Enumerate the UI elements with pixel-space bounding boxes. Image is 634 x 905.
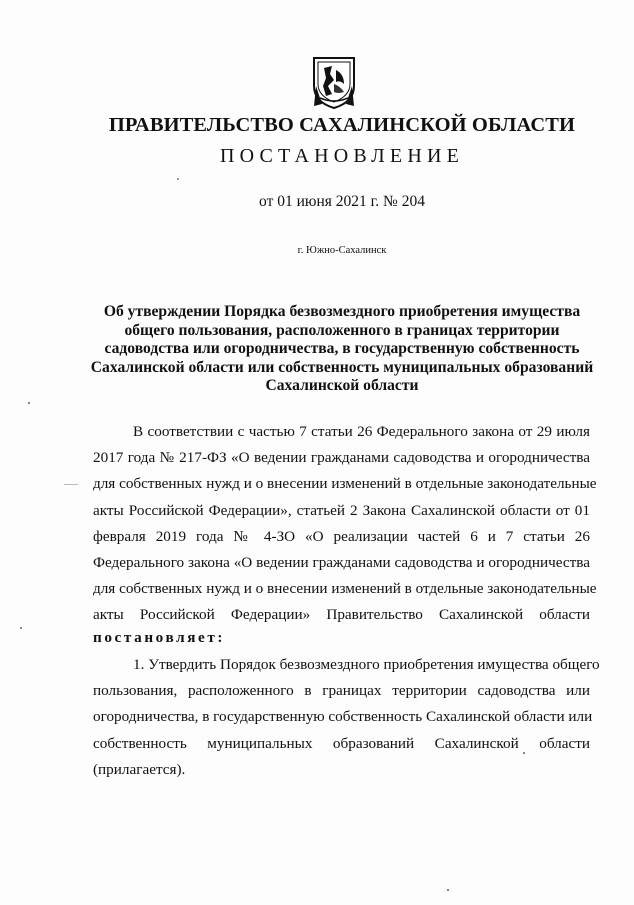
preamble-line: В соответствии с частью 7 статьи 26 Федерального закона от 29 июля (133, 423, 590, 440)
preamble-line: для собственных нужд и о внесении изменений в отдельные законодательные (93, 475, 597, 493)
preamble-line: акты Российской Федерации», статьей 2 Закона Сахалинской области от 01 (93, 501, 590, 519)
preamble-line: для собственных нужд и о внесении изменений в отдельные законодательные (93, 580, 597, 598)
preamble-line: февраля 2019 года № 4-ЗО «О реализации частей 6 и 7 статьи 26 (93, 527, 590, 545)
preamble-line: Федерального закона «О ведении гражданами садоводства и огородничества (93, 554, 590, 572)
clause-line: огородничества, в государственную собственность Сахалинской области или (93, 708, 593, 726)
scan-speck (523, 752, 525, 754)
scan-speck (20, 627, 22, 629)
clause-line: (прилагается). (93, 760, 186, 778)
subject-line: Сахалинской области (265, 377, 419, 394)
scan-speck (28, 402, 30, 404)
subject-line: общего пользования, расположенного в границах территории (124, 321, 560, 339)
preamble-line: 2017 года № 217-ФЗ «О ведении гражданами садоводства и огородничества (93, 449, 590, 467)
preamble-paragraph (93, 419, 597, 629)
scan-speck (177, 178, 179, 180)
preamble-line: акты Российской Федерации» Правительство Сахалинской области (93, 606, 590, 624)
organization-title: ПРАВИТЕЛЬСТВО САХАЛИНСКОЙ ОБЛАСТИ (108, 114, 576, 136)
decree-word: постановляет: (93, 629, 226, 646)
clause-1-paragraph (93, 652, 600, 783)
document-date-number: от 01 июня 2021 г. № 204 (259, 193, 425, 210)
clause-line: собственность муниципальных образований Сахалинской области (93, 734, 590, 752)
document-city: г. Южно-Сахалинск (297, 245, 387, 256)
clause-line: 1. Утвердить Порядок безвозмездного приобретения имущества общего (133, 656, 600, 673)
clause-line: пользования, расположенного в границах территории садоводства или (93, 682, 590, 700)
subject-line: Об утверждении Порядка безвозмездного приобретения имущества (103, 303, 581, 320)
scan-mark (64, 484, 78, 485)
subject-line: садоводства или огородничества, в государственную собственность (104, 340, 580, 357)
document-subject-title (80, 303, 604, 396)
document-type-heading: ПОСТАНОВЛЕНИЕ (219, 145, 465, 167)
sakhalin-coat-of-arms-icon (310, 56, 358, 110)
subject-line: Сахалинской области или собственность муниципальных образований (90, 358, 594, 376)
scan-speck (447, 889, 449, 891)
